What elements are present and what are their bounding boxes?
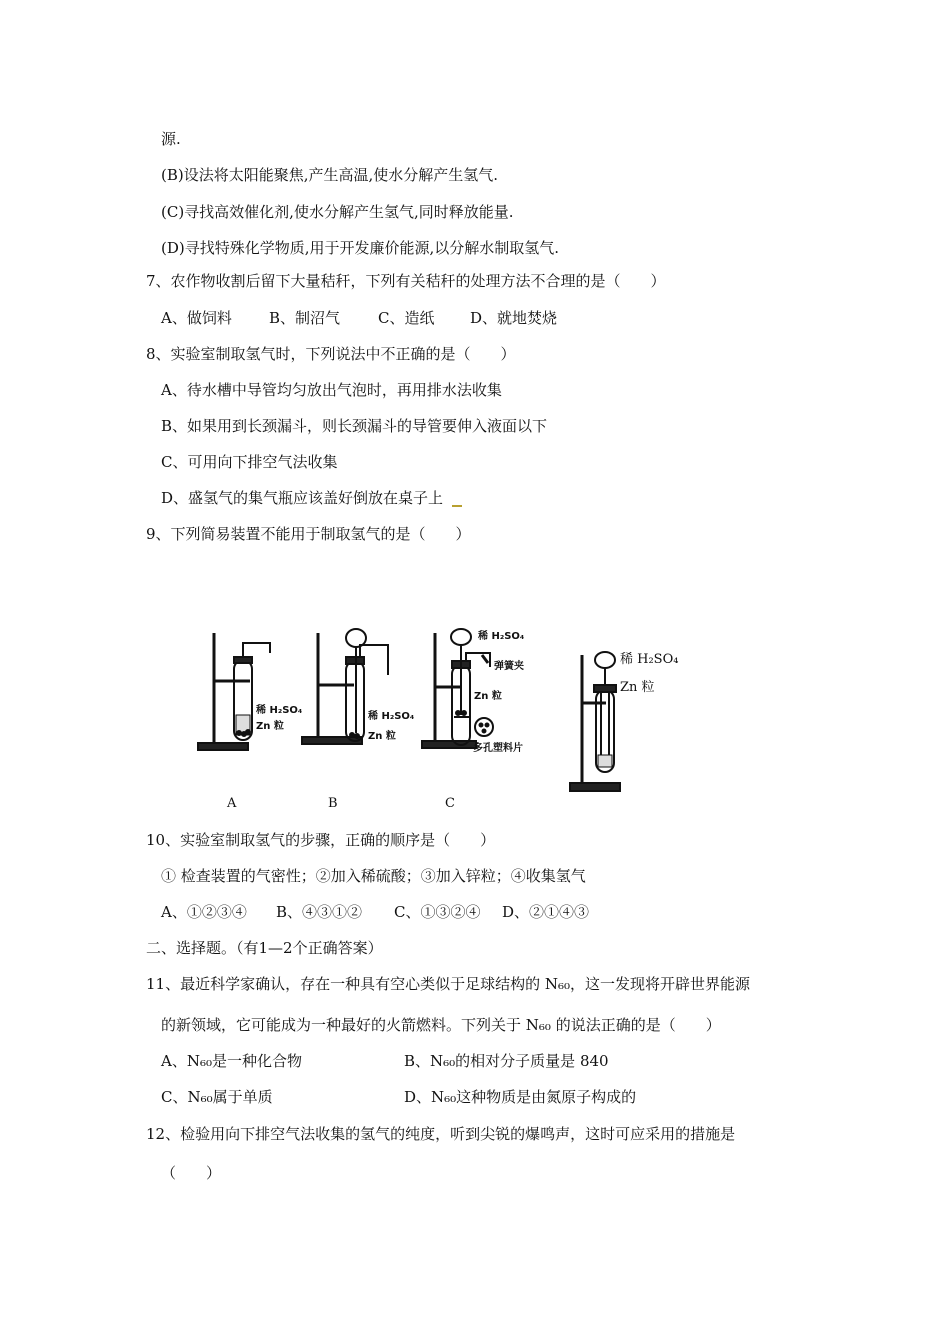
caption-c: C <box>445 796 455 811</box>
question-12-cont: （ ） <box>161 1164 222 1182</box>
option-d: D、就地焚烧 <box>470 309 558 327</box>
option-a: A、①②③④ <box>161 903 247 921</box>
question-10: 10、实验室制取氢气的步骤，正确的顺序是（ ） <box>146 831 496 849</box>
label-zn-c: Zn 粒 <box>474 691 502 702</box>
option-a: A、做饲料 <box>161 309 232 327</box>
option-c: C、N₆₀属于单质 <box>161 1088 273 1106</box>
option-c: C、造纸 <box>378 309 435 327</box>
label-plate-c: 多孔塑料片 <box>473 743 523 754</box>
text-line: (D)寻找特殊化学物质,用于开发廉价能源,以分解水制取氢气. <box>161 239 560 257</box>
option-c: C、①③②④ <box>394 903 481 921</box>
label-acid-b: 稀 H₂SO₄ <box>368 711 415 722</box>
caption-a: A <box>227 796 237 811</box>
option-a: A、N₆₀是一种化合物 <box>161 1052 302 1070</box>
option-b: B、N₆₀的相对分子质量是 840 <box>404 1052 609 1070</box>
question-9: 9、下列简易装置不能用于制取氢气的是（ ） <box>146 525 471 543</box>
label-acid-d: 稀 H₂SO₄ <box>620 652 679 667</box>
apparatus-figure <box>190 605 750 815</box>
question-11: 11、最近科学家确认，存在一种具有空心类似于足球结构的 N₆₀，这一发现将开辟世界能源 <box>146 975 751 993</box>
caption-b: B <box>328 796 338 811</box>
option-b: B、如果用到长颈漏斗，则长颈漏斗的导管要伸入液面以下 <box>161 417 548 435</box>
label-acid-c: 稀 H₂SO₄ <box>478 631 525 642</box>
option-b: B、制沼气 <box>269 309 341 327</box>
question-12: 12、检验用向下排空气法收集的氢气的纯度，听到尖锐的爆鸣声，这时可应采用的措施是 <box>146 1125 736 1143</box>
text-line: 源. <box>161 130 181 148</box>
option-d: D、②①④③ <box>502 903 590 921</box>
text-line: (B)设法将太阳能聚焦,产生高温,使水分解产生氢气. <box>161 166 499 184</box>
label-clip-c: 弹簧夹 <box>494 661 524 672</box>
label-acid-a: 稀 H₂SO₄ <box>256 705 303 716</box>
question-10-steps: ① 检查装置的气密性；②加入稀硫酸；③加入锌粒；④收集氢气 <box>161 867 586 885</box>
label-zn-d: Zn 粒 <box>620 680 655 695</box>
question-7: 7、农作物收割后留下大量秸秆，下列有关秸秆的处理方法不合理的是（ ） <box>146 272 666 290</box>
option-c: C、可用向下排空气法收集 <box>161 453 338 471</box>
section-heading: 二、选择题。（有1—2个正确答案） <box>146 939 383 957</box>
option-b: B、④③①② <box>276 903 363 921</box>
question-11-cont: 的新领域，它可能成为一种最好的火箭燃料。下列关于 N₆₀ 的说法正确的是（ ） <box>161 1016 721 1034</box>
label-zn-a: Zn 粒 <box>256 721 284 732</box>
question-8: 8、实验室制取氢气时，下列说法中不正确的是（ ） <box>146 345 516 363</box>
text-line: (C)寻找高效催化剂,使水分解产生氢气,同时释放能量. <box>161 203 514 221</box>
option-a: A、待水槽中导管均匀放出气泡时，再用排水法收集 <box>161 381 502 399</box>
option-d: D、N₆₀这种物质是由氮原子构成的 <box>404 1088 637 1106</box>
option-d: D、盛氢气的集气瓶应该盖好倒放在桌子上 <box>161 489 444 507</box>
label-zn-b: Zn 粒 <box>368 731 396 742</box>
highlight-mark <box>452 505 462 507</box>
